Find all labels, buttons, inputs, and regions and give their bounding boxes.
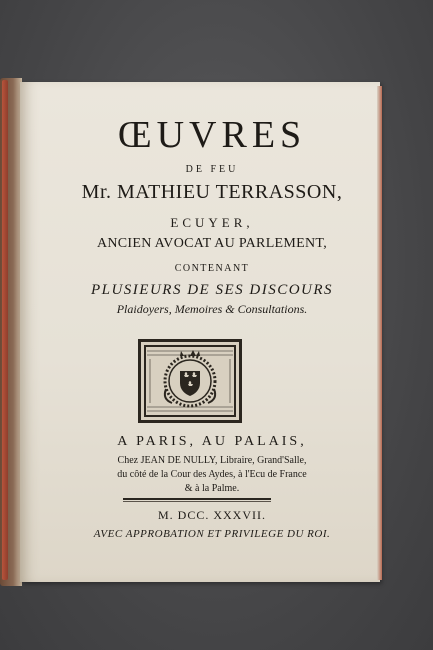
royal-arms-vignette-icon <box>138 339 242 423</box>
author-rank: ECUYER, <box>170 215 254 230</box>
publisher-line-3: & à la Palme. <box>184 483 240 494</box>
publisher-line-2: du côté de la Cour des Aydes, à l'Ecu de France <box>117 469 307 480</box>
de-feu-line: DE FEU <box>185 164 239 175</box>
publisher-line-1: Chez JEAN DE NULLY, Libraire, Grand'Salle, <box>117 455 307 466</box>
book-title: ŒUVRES <box>117 114 307 156</box>
author-name: Mr. MATHIEU TERRASSON, <box>81 181 343 203</box>
thin-divider-rule <box>123 501 271 502</box>
publication-year: M. DCC. XXXVII. <box>158 508 266 522</box>
imprint-place: A PARIS, AU PALAIS, <box>117 434 307 449</box>
thick-divider-rule <box>123 498 271 500</box>
page-red-edge <box>377 86 382 580</box>
contents-line-2: Plaidoyers, Memoires & Consultations. <box>116 302 308 316</box>
title-page <box>20 82 380 582</box>
contents-line-1: PLUSIEURS DE SES DISCOURS <box>90 282 334 298</box>
book-spine-edge <box>2 80 8 580</box>
contenant-line: CONTENANT <box>174 263 250 274</box>
privilege-line: AVEC APPROBATION ET PRIVILEGE DU ROI. <box>93 528 331 540</box>
author-profession: ANCIEN AVOCAT AU PARLEMENT, <box>96 236 328 251</box>
